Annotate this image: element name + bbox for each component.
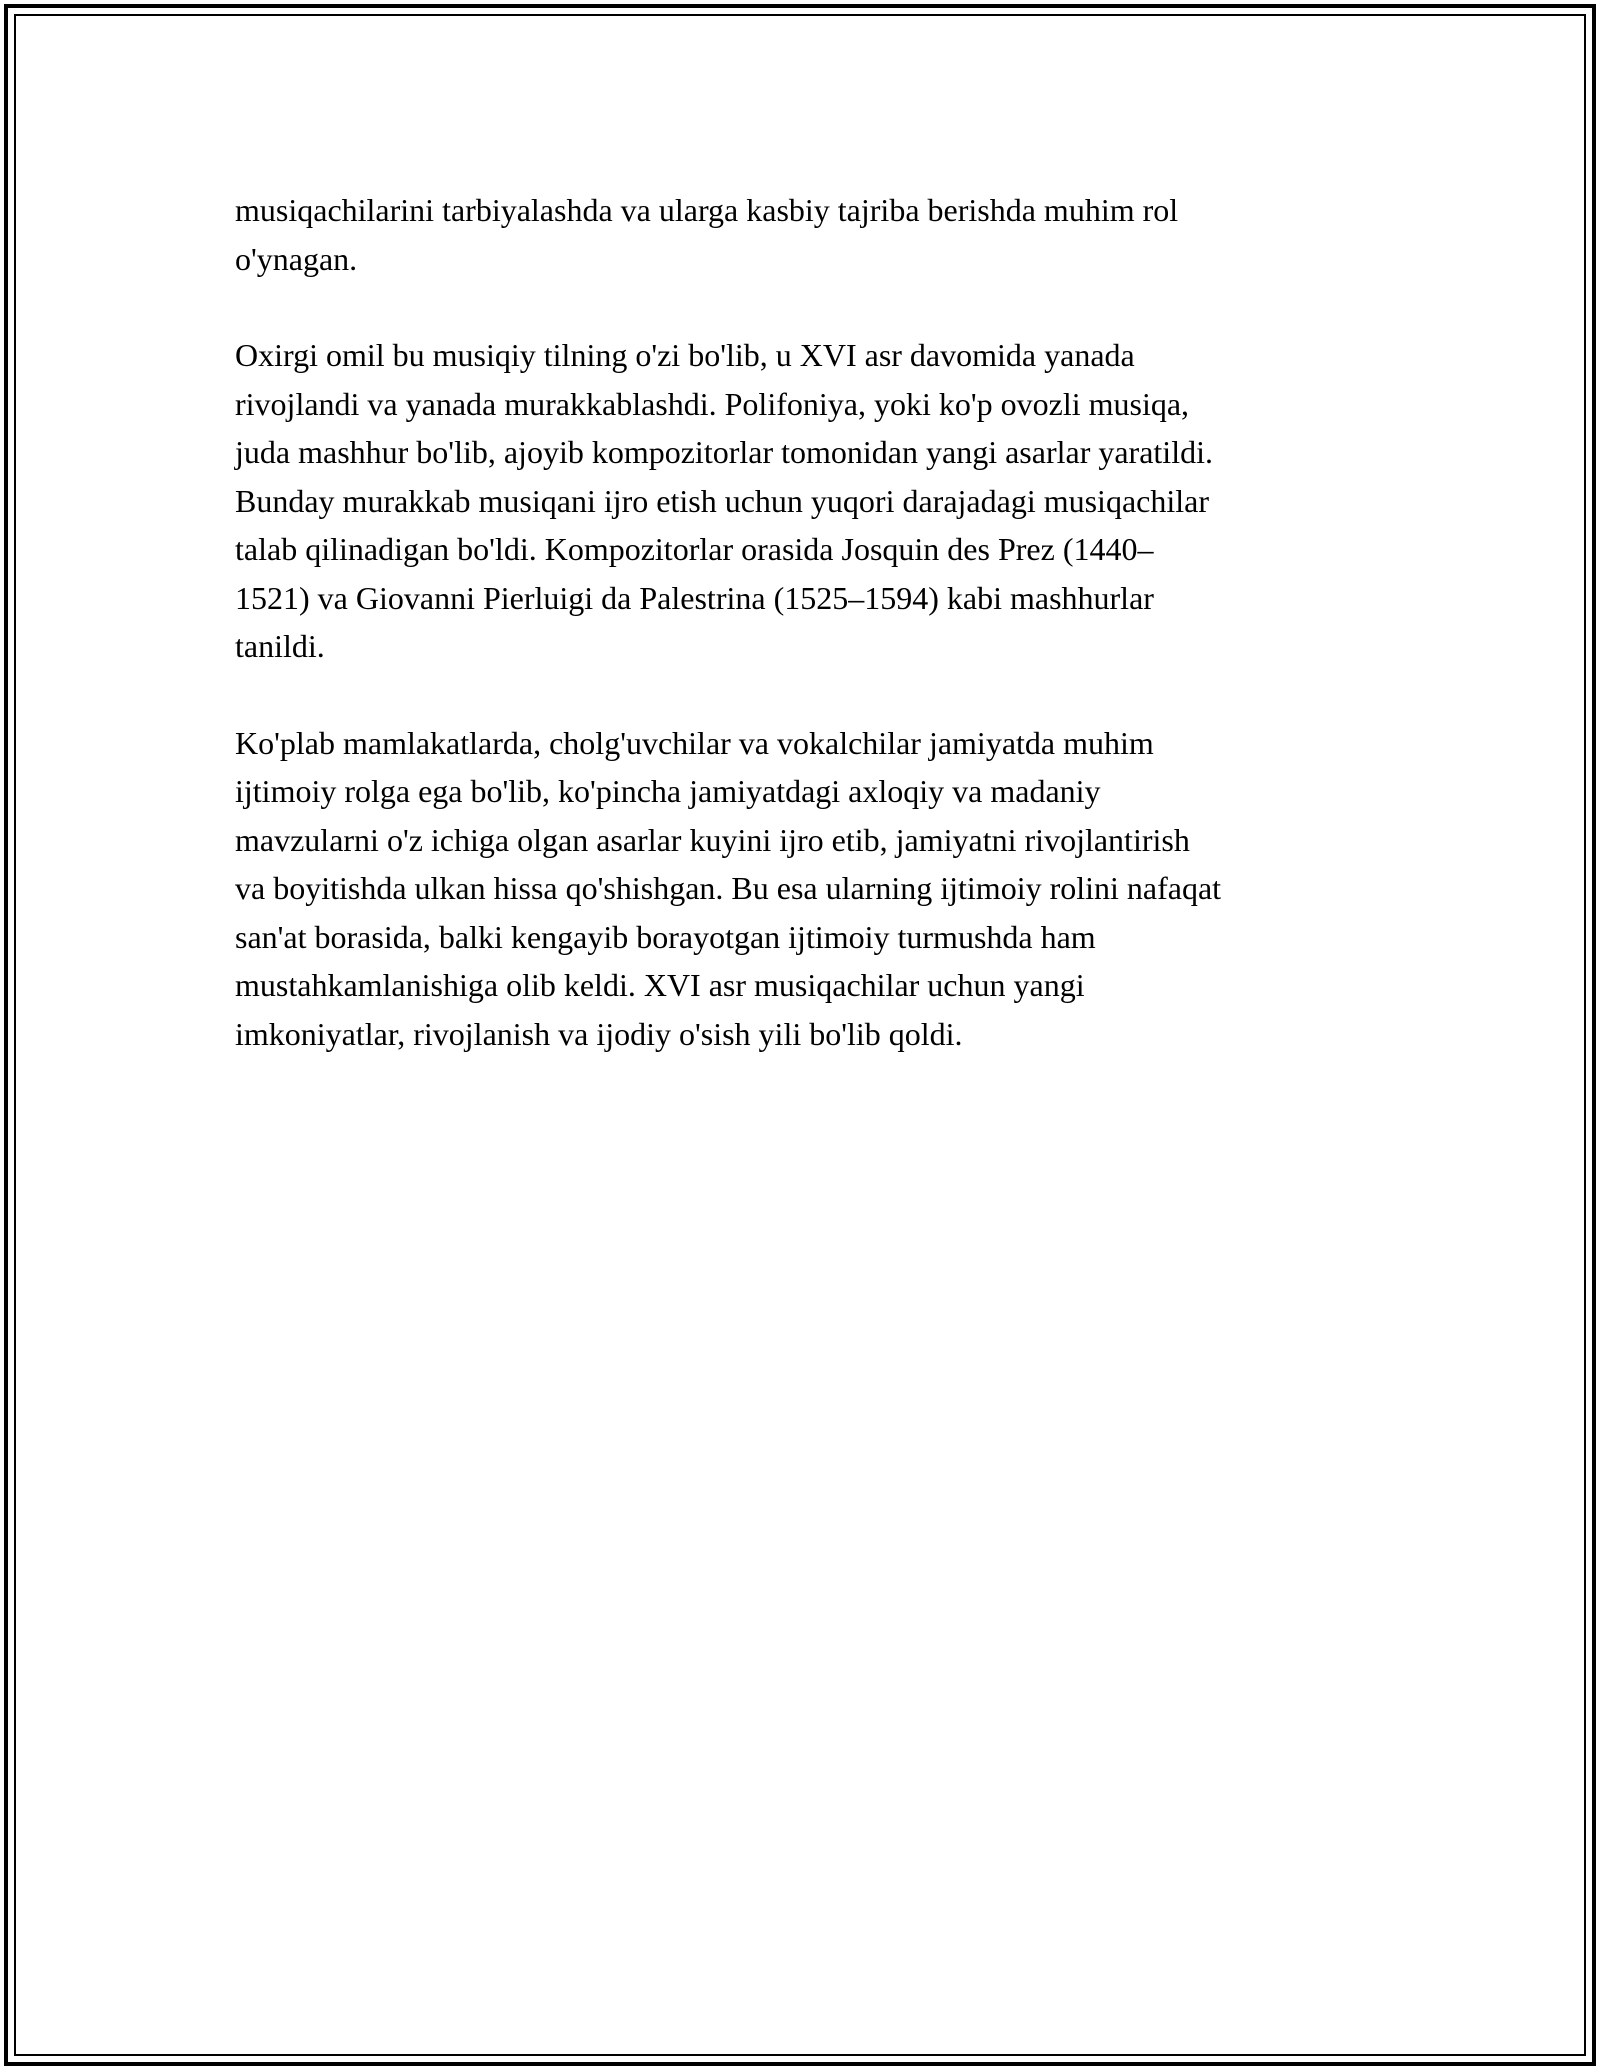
text-line: mavzularni o'z ichiga olgan asarlar kuyini ijro etib, jamiyatni rivojlantirish	[235, 821, 1190, 858]
document-body	[235, 186, 1375, 1106]
text-line: o'ynagan.	[235, 240, 358, 277]
paragraph-1	[235, 186, 1375, 283]
text-line: mustahkamlanishiga olib keldi. XVI asr musiqachilar uchun yangi	[235, 967, 1085, 1003]
text-line: musiqachilarini tarbiyalashda va ularga kasbiy tajriba berishda muhim rol	[235, 192, 1179, 228]
text-line: san'at borasida, balki kengayib borayotgan ijtimoiy turmushda ham	[235, 918, 1096, 955]
text-line: Bunday murakkab musiqani ijro etish uchun yuqori darajadagi musiqachilar	[235, 482, 1209, 519]
text-line: Ko'plab mamlakatlarda, cholg'uvchilar va vokalchilar jamiyatda muhim	[235, 724, 1154, 761]
text-line: imkoniyatlar, rivojlanish va ijodiy o'sish yili bo'lib qoldi.	[235, 1015, 963, 1052]
text-line: rivojlandi va yanada murakkablashdi. Polifoniya, yoki ko'p ovozli musiqa,	[235, 385, 1190, 422]
text-line: va boyitishda ulkan hissa qo'shishgan. Bu esa ularning ijtimoiy rolini nafaqat	[235, 870, 1222, 906]
paragraph-2	[235, 331, 1375, 671]
text-line: juda mashhur bo'lib, ajoyib kompozitorlar tomonidan yangi asarlar yaratildi.	[235, 434, 1213, 470]
text-line: talab qilinadigan bo'ldi. Kompozitorlar orasida Josquin des Prez (1440–	[235, 531, 1154, 567]
paragraph-3	[235, 719, 1375, 1059]
text-line: tanildi.	[235, 628, 325, 664]
text-line: 1521) va Giovanni Pierluigi da Palestrina (1525–1594) kabi mashhurlar	[235, 579, 1154, 616]
text-line: ijtimoiy rolga ega bo'lib, ko'pincha jamiyatdagi axloqiy va madaniy	[235, 773, 1101, 809]
text-line: Oxirgi omil bu musiqiy tilning o'zi bo'lib, u XVI asr davomida yanada	[235, 337, 1135, 373]
